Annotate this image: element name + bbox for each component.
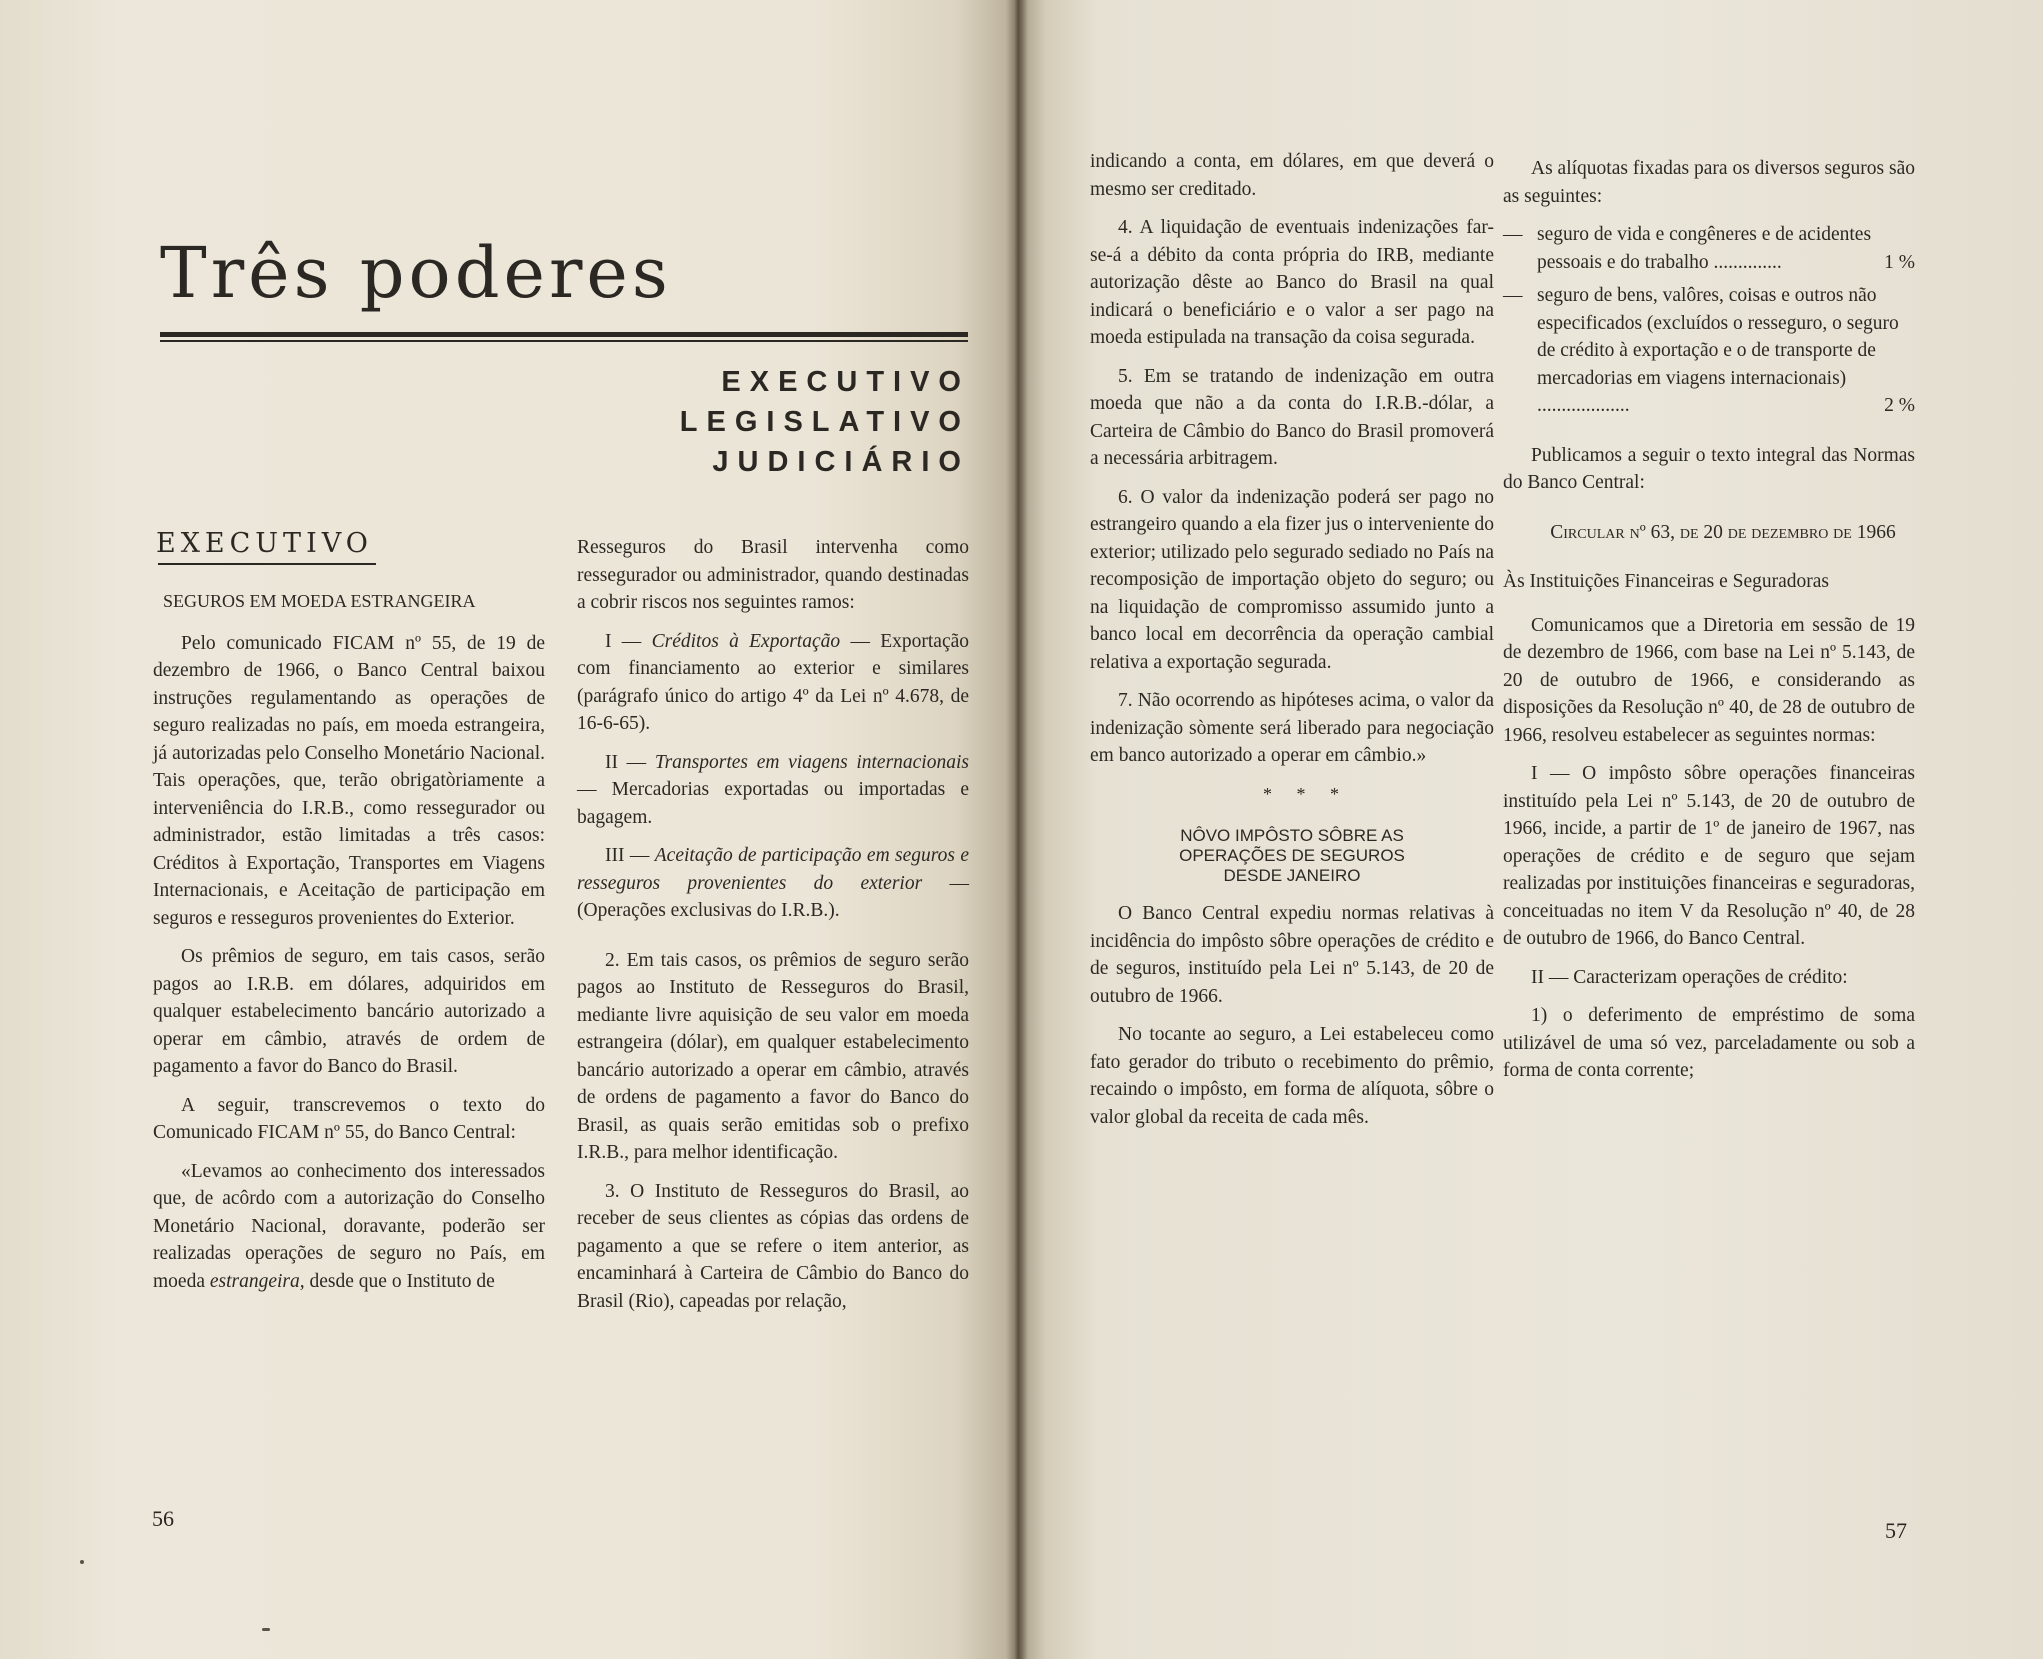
page-number-left: 56 [152,1506,174,1531]
col2-item-ii-text: — Mercadorias exportadas ou importadas e bagagem. [577,779,969,828]
paper-speck [80,1560,84,1564]
book-gutter [1006,0,1028,1659]
page-number-right: 57 [1885,1518,1907,1543]
paper-speck [262,1628,270,1631]
col1-p4-tail: desde que o Instituto de [309,1270,495,1292]
rate-item-1-body [1537,221,1915,276]
title-rule-thick [160,332,968,337]
col4-paragraph-4: Comunicamos que a Diretoria em sessão de 19 de dezembro de 1966, com base na Lei nº 5.143, de 20 de outubro de 1966, e considerando as disposições da Resolução nº 40, de 28 de outubro de 1966, resolveu estabelecer as seguintes normas: [1503,614,1915,746]
dash-marker: — [1503,285,1523,306]
rate-item-2 [1503,282,1915,420]
col1-paragraph-4 [153,1158,545,1296]
dash-marker: — [1503,224,1523,245]
col2-paragraph-2: 2. Em tais casos, os prêmios de seguro serão pagos ao Instituto de Resseguros do Brasil, mediante livre aquisição de seu valor em moeda estrangeira (dólar), em qualquer estabelecimento bancário autorizado a operar em câmbio, através de ordens de pagamento a favor do Banco do Brasil, as quais serão emitidas sob o prefixo I.R.B., para melhor identificação. [577,949,969,1163]
article-title: Três poderes [160,232,672,314]
col3-paragraph-6: 6. O valor da indenização poderá ser pago no estrangeiro quando a ela fizer jus o interveniente do exterior; utilizado pelo segurado sediado no País na recomposição de importação objeto do seguro; ou na liquidação de compromisso assumido junto a banco local em decorrência da operação cambial relativa a exportação segurada. [1090,486,1494,673]
col3-paragraph-5: 5. Em se tratando de indenização em outra moeda que não a da conta do I.R.B.-dólar, a Carteira de Câmbio do Banco do Brasil promoverá a necessária arbitragem. [1090,365,1494,469]
section-word-legislativo: LEGISLATIVO [679,406,970,438]
col2-item-iii-text: — (Operações exclusivas do I.R.B.). [577,872,969,921]
col2-item-ii [577,749,969,832]
left-column [153,588,545,1306]
circular-heading: Circular nº 63, de 20 de dezembro de 1966 [1550,521,1896,543]
col1-subheading: SEGUROS EM MOEDA ESTRANGEIRA [163,591,476,611]
col1-paragraph-1: Pelo comunicado FICAM nº 55, de 19 de dezembro de 1966, o Banco Central baixou instruções regulamentando as operações de seguro realizadas no país, em moeda estrangeira, já autorizadas pelo Conselho Monetário Nacional. Tais operações, que, terão obrigatòriamente a interveniência do I.R.B., como ressegurador ou administrador, estão limitadas a três casos: Créditos à Exportação, Transportes em Viagens Internacionais, e Aceitação de participação em seguros e resseguros provenientes do Exterior. [153,632,545,929]
right-page-left-column [1090,148,1494,1142]
col4-paragraph-7: 1) o deferimento de empréstimo de soma utilizável de uma só vez, parceladamente ou sob a forma de conta corrente; [1503,1005,1915,1081]
rate-item-1 [1503,221,1915,276]
right-page [1015,0,2043,1659]
rate-item-2-body [1537,282,1915,420]
col2-item-ii-title: Transportes em viagens internacionais [654,751,969,773]
col2-item-iii-title: Aceitação de participação em seguros e resseguros provenientes do exterior [577,845,970,894]
col2-item-i [577,628,969,738]
col4-paragraph-3: Às Instituições Financeiras e Seguradoras [1503,571,1829,592]
col2-item-i-title: Créditos à Exportação [651,630,841,652]
col4-paragraph-6: II — Caracterizam operações de crédito: [1531,966,1848,988]
col3-paragraph-9: No tocante ao seguro, a Lei estabeleceu como fato gerador do tributo o recebimento do prêmio, recaindo o impôsto, em forma de alíquota, sôbre o valor global da receita de cada mês. [1090,1024,1494,1128]
col2-item-i-num: I — [605,630,642,652]
col3-paragraph-8: O Banco Central expediu normas relativas à incidência do impôsto sôbre operações de crédito e de seguros, instituído pela Lei nº 5.143, de 20 de outubro de 1966. [1090,903,1494,1007]
col3-paragraph-0: indicando a conta, em dólares, em que deverá o mesmo ser creditado. [1090,151,1494,200]
col1-p4-italic: estrangeira, [209,1270,305,1292]
col2-item-iii-num: III — [605,845,650,866]
rate-item-1-value: 1 % [1884,251,1915,273]
col1-paragraph-3: A seguir, transcrevemos o texto do Comunicado FICAM nº 55, do Banco Central: [153,1094,545,1143]
col1-p4-main: «Levamos ao conhecimento dos interessados que, de acôrdo com a autorização do Conselho Monetário Nacional, doravante, poderão ser realizadas operações de seguro no País, em moeda [153,1160,545,1292]
col4-paragraph-1: As alíquotas fixadas para os diversos seguros são as seguintes: [1503,158,1915,207]
col2-paragraph-1: Resseguros do Brasil intervenha como ressegurador ou administrador, quando destinadas a cobrir riscos nos seguintes ramos: [577,537,969,613]
col2-item-iii [577,842,969,925]
col1-paragraph-2: Os prêmios de seguro, em tais casos, serão pagos ao I.R.B. em dólares, adquiridos em qualquer estabelecimento bancário autorizado a operar em câmbio, através de ordem de pagamento a favor do Banco do Brasil. [153,946,545,1077]
section-word-executivo: EXECUTIVO [721,366,970,398]
col4-paragraph-5: I — O impôsto sôbre operações financeiras instituído pela Lei nº 5.143, de 20 de outubro de 1966, incide, a partir de 1º de janeiro de 1967, nas operações de crédito e de seguro que sejam realizadas por instituições financeiras e seguradoras, conceituadas no item V da Resolução nº 40, de 28 de outubro de 1966, do Banco Central. [1503,763,1915,949]
executivo-underline [158,563,376,565]
col4-paragraph-2: Publicamos a seguir o texto integral das Normas do Banco Central: [1503,444,1915,493]
rate-item-2-value: 2 % [1884,395,1915,416]
executivo-heading: EXECUTIVO [156,528,373,559]
col2-paragraph-3: 3. O Instituto de Resseguros do Brasil, ao receber de seus clientes as cópias das ordens de pagamento a que se refere o item anterior, as encaminhará à Carteira de Câmbio do Banco do Brasil (Rio), capeadas por relação, [577,1180,969,1312]
col3-heading: NÔVO IMPÔSTO SÔBRE AS OPERAÇÕES DE SEGUROS DESDE JANEIRO [1179,826,1405,885]
left-page [0,0,1015,1659]
col3-paragraph-7: 7. Não ocorrendo as hipóteses acima, o valor da indenização sòmente será liberado para negociação em banco autorizado a operar em câmbio.» [1090,690,1494,766]
section-word-judiciario: JUDICIÁRIO [712,446,970,478]
col3-paragraph-4: 4. A liquidação de eventuais indenizações far-se-á a débito da conta própria do IRB, mediante autorização dêste ao Banco do Brasil na qual indicará o beneficiário e o valor a ser pago na moeda estipulada na transação da coisa segurada. [1090,217,1494,348]
right-page-right-column [1503,155,1915,1096]
col2-item-i-text: — Exportação com financiamento ao exterior e similares (parágrafo único do artigo 4º da Lei nº 4.678, de 16-6-65). [577,630,970,734]
col2-item-ii-num: II — [605,751,647,773]
rate-item-1-text: seguro de vida e congêneres e de acidentes pessoais e do trabalho .............. [1537,224,1872,273]
section-stars: * * * [1263,783,1349,804]
right-column-left-page [577,534,969,1326]
title-rule-thin [160,340,968,342]
rate-item-2-text: seguro de bens, valôres, coisas e outros não especificados (excluídos o resseguro, o seguro de crédito à exportação e o de transporte de mercadorias em viagens internacionais) ................... [1537,285,1899,416]
